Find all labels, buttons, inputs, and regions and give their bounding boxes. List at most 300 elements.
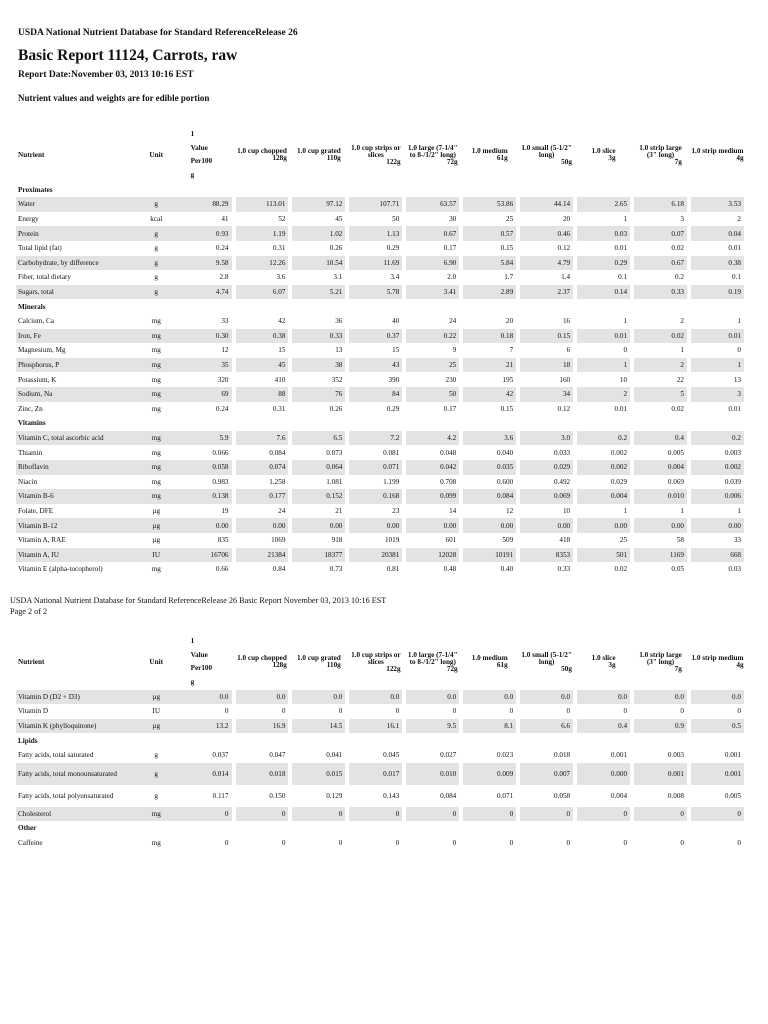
nutrient-value: 13.2 [177, 719, 234, 734]
nutrient-value: 0.17 [404, 241, 461, 256]
nutrient-value: 40 [347, 314, 404, 329]
nutrient-unit: mg [151, 317, 161, 326]
nutrient-value: 0.0 [404, 690, 461, 705]
measure-weight: 72g [446, 664, 458, 673]
nutrient-value: 0.005 [689, 785, 746, 807]
nutrient-value: 0.38 [689, 256, 746, 271]
nutrient-value: 20 [461, 314, 518, 329]
nutrient-value: 0.150 [234, 785, 291, 807]
nutrient-value: 0.15 [461, 402, 518, 417]
nutrient-name: Vitamin E (alpha-tocopherol) [18, 565, 103, 574]
nutrient-value: 113.01 [234, 197, 291, 212]
nutrient-value: 1169 [632, 548, 689, 563]
nutrient-value: 918 [290, 533, 347, 548]
nutrient-value: 36 [290, 314, 347, 329]
nutrient-unit: g [136, 256, 177, 271]
measure-column-header [575, 128, 632, 183]
nutrient-value: 18 [518, 358, 575, 373]
measure-label-line: 1.0 large (7-1/4" [407, 143, 458, 152]
nutrient-value: 0.001 [575, 748, 632, 763]
measure-label-line: slices [367, 658, 384, 667]
measure-label-line: 1.0 cup strips or [351, 143, 401, 152]
nutrient-value: 0.22 [404, 329, 461, 344]
nutrient-value: 0.117 [177, 785, 234, 807]
nutrient-value: 3.0 [518, 431, 575, 446]
table-header [16, 128, 746, 183]
table-row [16, 533, 746, 548]
nutrient-value: 50 [404, 387, 461, 402]
measure-label-line: 1.0 medium [471, 654, 508, 663]
nutrient-value: 84 [347, 387, 404, 402]
nutrient-value: 0.15 [518, 329, 575, 344]
nutrient-value: 0.01 [689, 241, 746, 256]
nutrient-value: 1.4 [518, 270, 575, 285]
measure-header-stack [521, 145, 572, 166]
measure-label-line: 1.0 strip large [639, 143, 682, 152]
nutrient-value: 0.19 [689, 285, 746, 300]
nutrient-value: 320 [177, 372, 234, 387]
nutrient-value: 1.081 [290, 475, 347, 490]
nutrient-value: 6.5 [290, 431, 347, 446]
nutrient-value: 0 [290, 704, 347, 719]
measure-label-line: 1.0 cup grated [297, 147, 341, 156]
nutrient-unit: g [136, 226, 177, 241]
table-row [16, 445, 746, 460]
measure-label-line: 1.0 strip large [639, 650, 682, 659]
nutrient-value: 418 [518, 533, 575, 548]
measure-column-header [689, 635, 746, 690]
nutrient-value: 0.004 [632, 460, 689, 475]
nutrient-value: 0.2 [575, 431, 632, 446]
measure-label-line: 1.0 large (7-1/4" [407, 650, 458, 659]
measure-column-header [461, 635, 518, 690]
table-body [16, 690, 746, 851]
nutrient-value: 15 [234, 343, 291, 358]
nutrient-value: 0 [632, 704, 689, 719]
nutrient-value: 0.02 [632, 241, 689, 256]
nutrient-value: 6.6 [518, 719, 575, 734]
nutrient-value: 45 [290, 212, 347, 227]
nutrient-name: Phosphorus, P [16, 358, 136, 373]
nutrient-value: 3.4 [347, 270, 404, 285]
nutrient-value: 0.0 [575, 690, 632, 705]
nutrient-value: 52 [234, 212, 291, 227]
nutrient-value: 0.00 [234, 518, 291, 533]
nutrient-value: 4.74 [177, 285, 234, 300]
per100g-header-line: 1 [190, 130, 195, 138]
nutrient-value: 5.9 [177, 431, 234, 446]
nutrient-name: Energy [18, 215, 39, 224]
nutrient-value: 0.00 [518, 518, 575, 533]
nutrient-value: 50 [347, 212, 404, 227]
nutrient-value: 7.6 [234, 431, 291, 446]
nutrient-value: 230 [404, 372, 461, 387]
edible-portion-note: Nutrient values and weights are for edible portion [18, 93, 210, 103]
nutrient-value: 0.0 [461, 690, 518, 705]
nutrient-value: 0 [575, 807, 632, 822]
header-row [16, 128, 746, 183]
nutrient-value: 12.26 [234, 256, 291, 271]
nutrient-value: 410 [234, 372, 291, 387]
nutrient-value: 0.67 [404, 226, 461, 241]
nutrient-value: 6.07 [234, 285, 291, 300]
nutrient-unit: mg [136, 358, 177, 373]
nutrient-name: Cholesterol [16, 807, 136, 822]
measure-label-line: 1.0 slice [591, 147, 616, 156]
nutrient-unit: mg [136, 807, 177, 822]
nutrient-value: 0.30 [177, 329, 234, 344]
measure-header-stack [297, 148, 341, 162]
nutrient-value: 0.37 [347, 329, 404, 344]
measure-header-stack [521, 652, 572, 673]
nutrient-value: 7.2 [347, 431, 404, 446]
nutrient-value: 0.014 [177, 763, 234, 785]
nutrient-value: 0.00 [575, 518, 632, 533]
nutrient-value: 0.492 [518, 475, 575, 490]
per100g-header-line: g [190, 678, 195, 687]
nutrient-unit: mg [151, 346, 161, 355]
nutrient-value: 0.1 [575, 270, 632, 285]
measure-column-header [461, 128, 518, 183]
nutrient-value: 0 [518, 704, 575, 719]
nutrient-value: 0.0 [347, 690, 404, 705]
nutrient-value: 25 [404, 358, 461, 373]
measure-column-header [234, 635, 291, 690]
measure-label-line: 1.0 cup chopped [237, 147, 287, 156]
measure-column-header [689, 128, 746, 183]
nutrient-value: 1 [689, 314, 746, 329]
nutrient-value: 0.143 [347, 785, 404, 807]
nutrient-value: 30 [404, 212, 461, 227]
nutrient-value: 0.02 [632, 329, 689, 344]
nutrient-value: 53.86 [461, 197, 518, 212]
nutrient-value: 0.708 [404, 475, 461, 490]
measure-label-line: 1.0 cup chopped [237, 654, 287, 663]
nutrient-value: 0.177 [234, 489, 291, 504]
nutrient-name: Fiber, total dietary [18, 273, 72, 282]
nutrient-value: 24 [404, 314, 461, 329]
nutrient-value: 4.2 [404, 431, 461, 446]
nutrient-value: 0 [461, 836, 518, 851]
measure-label-line: 1.0 strip medium [691, 147, 744, 156]
nutrient-value: 1.19 [234, 226, 291, 241]
nutrient-value: 0.071 [461, 785, 518, 807]
nutrient-value: 10.54 [290, 256, 347, 271]
nutrient-value: 41 [177, 212, 234, 227]
nutrient-value: 4.79 [518, 256, 575, 271]
nutrient-value: 0.017 [347, 763, 404, 785]
nutrient-value: 23 [347, 504, 404, 519]
nutrient-unit: IU [136, 548, 177, 563]
nutrient-name: Thiamin [18, 448, 43, 457]
measure-column-header [632, 128, 689, 183]
nutrient-value: 24 [234, 504, 291, 519]
nutrient-value: 0.33 [290, 329, 347, 344]
nutrient-name: Vitamin A, RAE [18, 536, 66, 545]
nutrient-value: 0.33 [518, 562, 575, 577]
nutrient-value: 1.13 [347, 226, 404, 241]
nutrient-name: Vitamin B-12 [16, 518, 136, 533]
nutrient-value: 0 [290, 836, 347, 851]
measure-header-stack [408, 652, 458, 673]
nutrient-name: Vitamin D (D2 + D3) [16, 690, 136, 705]
nutrient-value: 0.006 [689, 489, 746, 504]
nutrient-value: 11.69 [347, 256, 404, 271]
nutrient-value: 3 [632, 212, 689, 227]
nutrient-value: 0.015 [290, 763, 347, 785]
table-row [16, 226, 746, 241]
nutrient-unit: g [136, 197, 177, 212]
nutrient-value: 0.084 [404, 785, 461, 807]
table-row [16, 387, 746, 402]
nutrient-name: Riboflavin [16, 460, 136, 475]
nutrient-value: 0 [177, 807, 234, 822]
nutrient-name: Caffeine [18, 839, 43, 847]
nutrient-value: 0.48 [404, 562, 461, 577]
nutrient-value: 0.0 [234, 690, 291, 705]
nutrient-value: 1.199 [347, 475, 404, 490]
nutrient-value: 16 [518, 314, 575, 329]
measure-column-header [290, 128, 347, 183]
nutrient-unit: µg [136, 719, 177, 734]
nutrient-value: 0.29 [347, 402, 404, 417]
measure-header-stack [472, 655, 508, 669]
nutrient-value: 0.4 [575, 719, 632, 734]
section-heading: Proximates [18, 185, 53, 194]
nutrient-value: 1 [575, 504, 632, 519]
nutrient-value: 0.03 [575, 226, 632, 241]
measure-weight: 72g [446, 157, 458, 166]
measure-label-line: 1.0 medium [471, 147, 508, 156]
nutrient-value: 0 [575, 343, 632, 358]
nutrient-value: 69 [177, 387, 234, 402]
nutrient-value: 0.069 [632, 475, 689, 490]
nutrient-value: 42 [461, 387, 518, 402]
nutrient-value: 0.02 [632, 402, 689, 417]
nutrient-value: 16706 [177, 548, 234, 563]
nutrient-value: 0.9 [632, 719, 689, 734]
page-footer-source: USDA National Nutrient Database for Standard ReferenceRelease 26 Basic Report November 03, 2013 10:16 EST [10, 596, 387, 605]
nutrient-value: 501 [575, 548, 632, 563]
nutrient-value: 0.047 [234, 748, 291, 763]
nutrient-value: 2.37 [518, 285, 575, 300]
nutrient-name: Sugars, total [16, 285, 136, 300]
per100g-column-header [177, 128, 234, 183]
nutrient-value: 0.029 [575, 475, 632, 490]
measure-weight: 4g [736, 660, 744, 669]
nutrient-value: 21 [461, 358, 518, 373]
nutrient-value: 97.12 [290, 197, 347, 212]
table-row [16, 285, 746, 300]
measure-column-header [290, 635, 347, 690]
measure-weight: 50g [561, 157, 572, 166]
nutrient-value: 42 [234, 314, 291, 329]
nutrient-value: 0.001 [632, 763, 689, 785]
measure-label-line: 1.0 small (5-1/2" [521, 650, 572, 659]
measure-header-stack [351, 652, 401, 673]
nutrient-value: 0.018 [234, 763, 291, 785]
nutrient-value: 0.027 [404, 748, 461, 763]
nutrient-value: 13 [689, 372, 746, 387]
nutrient-value: 0 [234, 807, 291, 822]
nutrient-value: 16.1 [347, 719, 404, 734]
nutrient-value: 0.01 [575, 329, 632, 344]
table-row [16, 431, 746, 446]
nutrient-column-header: Nutrient [18, 658, 45, 667]
nutrient-name: Potassium, K [18, 375, 57, 384]
nutrient-value: 16.9 [234, 719, 291, 734]
nutrient-value: 0.064 [290, 460, 347, 475]
nutrient-value: 5.78 [347, 285, 404, 300]
nutrient-value: 0.57 [461, 226, 518, 241]
nutrient-value: 0.67 [632, 256, 689, 271]
per100g-column-header [177, 635, 234, 690]
nutrient-value: 12 [461, 504, 518, 519]
unit-column-header: Unit [149, 151, 164, 160]
nutrient-value: 390 [347, 372, 404, 387]
measure-weight: 122g [386, 664, 401, 673]
measure-label-line: (3" long) [646, 658, 675, 667]
report-title: Basic Report 11124, Carrots, raw [18, 47, 238, 64]
nutrient-value: 34 [518, 387, 575, 402]
table-row [16, 763, 746, 785]
nutrient-value: 0.04 [689, 226, 746, 241]
measure-label-line: 1.0 cup strips or [351, 650, 401, 659]
nutrient-value: 1 [575, 358, 632, 373]
nutrient-value: 3.41 [404, 285, 461, 300]
nutrient-value: 0.071 [347, 460, 404, 475]
nutrient-value: 0.01 [575, 241, 632, 256]
nutrient-value: 1.02 [290, 226, 347, 241]
nutrient-value: 1 [632, 343, 689, 358]
measure-weight: 50g [561, 664, 572, 673]
nutrient-value: 5 [632, 387, 689, 402]
nutrient-value: 1 [575, 212, 632, 227]
section-heading: Lipids [18, 736, 38, 745]
nutrient-value: 0 [177, 704, 234, 719]
nutrient-unit: µg [152, 536, 161, 545]
table-row [16, 197, 746, 212]
measure-header-stack [237, 655, 287, 669]
nutrient-value: 0.00 [689, 518, 746, 533]
measure-header-stack [691, 655, 743, 669]
nutrient-value: 3.1 [290, 270, 347, 285]
nutrient-table-page-1 [16, 128, 748, 577]
nutrient-unit: g [154, 244, 159, 253]
per100g-header-line: g [190, 171, 195, 180]
nutrient-value: 0.045 [347, 748, 404, 763]
nutrient-value: 0 [234, 836, 291, 851]
nutrient-value: 0 [290, 807, 347, 822]
nutrient-value: 5.84 [461, 256, 518, 271]
nutrient-value: 0.002 [575, 460, 632, 475]
nutrient-value: 9.5 [404, 719, 461, 734]
measure-weight: 122g [386, 157, 401, 166]
section-row [16, 299, 746, 314]
nutrient-value: 0.93 [177, 226, 234, 241]
nutrient-value: 0.035 [461, 460, 518, 475]
table-row [16, 329, 746, 344]
nutrient-name: Zinc, Zn [18, 404, 43, 413]
nutrient-value: 0 [689, 704, 746, 719]
nutrient-value: 12 [177, 343, 234, 358]
nutrient-value: 14 [404, 504, 461, 519]
nutrient-value: 2.8 [177, 270, 234, 285]
nutrient-value: 0.00 [347, 518, 404, 533]
nutrient-value: 35 [177, 358, 234, 373]
nutrient-unit: g [154, 751, 159, 760]
nutrient-value: 0 [461, 704, 518, 719]
nutrient-value: 3.6 [461, 431, 518, 446]
nutrient-value: 0.5 [689, 719, 746, 734]
nutrient-value: 0.81 [347, 562, 404, 577]
nutrient-value: 43 [347, 358, 404, 373]
table-row [16, 719, 746, 734]
nutrient-value: 0.0 [518, 690, 575, 705]
nutrient-value: 0.05 [632, 562, 689, 577]
table-row [16, 475, 746, 490]
nutrient-unit: g [136, 763, 177, 785]
table-row [16, 690, 746, 705]
measure-label-line: 1.0 strip medium [691, 654, 744, 663]
nutrient-value: 0.66 [177, 562, 234, 577]
nutrient-value: 509 [461, 533, 518, 548]
nutrient-value: 0.31 [234, 241, 291, 256]
nutrient-value: 0 [689, 836, 746, 851]
measure-weight: 110g [326, 153, 341, 162]
nutrient-value: 0.31 [234, 402, 291, 417]
nutrient-value: 0 [347, 704, 404, 719]
measure-header-stack [592, 655, 616, 669]
nutrient-value: 0.037 [177, 748, 234, 763]
nutrient-name: Iron, Fe [16, 329, 136, 344]
nutrient-value: 0 [461, 807, 518, 822]
nutrient-value: 2 [632, 358, 689, 373]
nutrient-value: 0.33 [632, 285, 689, 300]
nutrient-value: 2 [689, 212, 746, 227]
nutrient-name: Fatty acids, total polyunsaturated [18, 791, 114, 800]
nutrient-value: 0.084 [461, 489, 518, 504]
nutrient-name: Folate, DFE [18, 506, 54, 515]
nutrient-value: 38 [290, 358, 347, 373]
nutrient-value: 10191 [461, 548, 518, 563]
nutrient-value: 0.004 [575, 785, 632, 807]
table-row [16, 836, 746, 851]
nutrient-value: 0 [689, 343, 746, 358]
nutrient-value: 0.01 [575, 402, 632, 417]
nutrient-unit: mg [151, 565, 161, 574]
nutrient-value: 0.069 [518, 489, 575, 504]
nutrient-value: 1069 [234, 533, 291, 548]
nutrient-value: 14.5 [290, 719, 347, 734]
nutrient-value: 9 [404, 343, 461, 358]
nutrient-name: Vitamin D [18, 707, 49, 716]
nutrient-value: 0 [632, 807, 689, 822]
nutrient-value: 0.2 [689, 431, 746, 446]
nutrient-value: 0.14 [575, 285, 632, 300]
nutrient-name: Water [16, 197, 136, 212]
nutrient-value: 0.001 [689, 763, 746, 785]
nutrient-value: 668 [689, 548, 746, 563]
nutrient-value: 8353 [518, 548, 575, 563]
table-row [16, 402, 746, 417]
nutrient-value: 0.003 [689, 445, 746, 460]
table-row [16, 704, 746, 719]
nutrient-value: 0.26 [290, 402, 347, 417]
nutrient-value: 12028 [404, 548, 461, 563]
measure-weight: 7g [674, 157, 682, 166]
nutrient-column-header: Nutrient [18, 151, 45, 160]
